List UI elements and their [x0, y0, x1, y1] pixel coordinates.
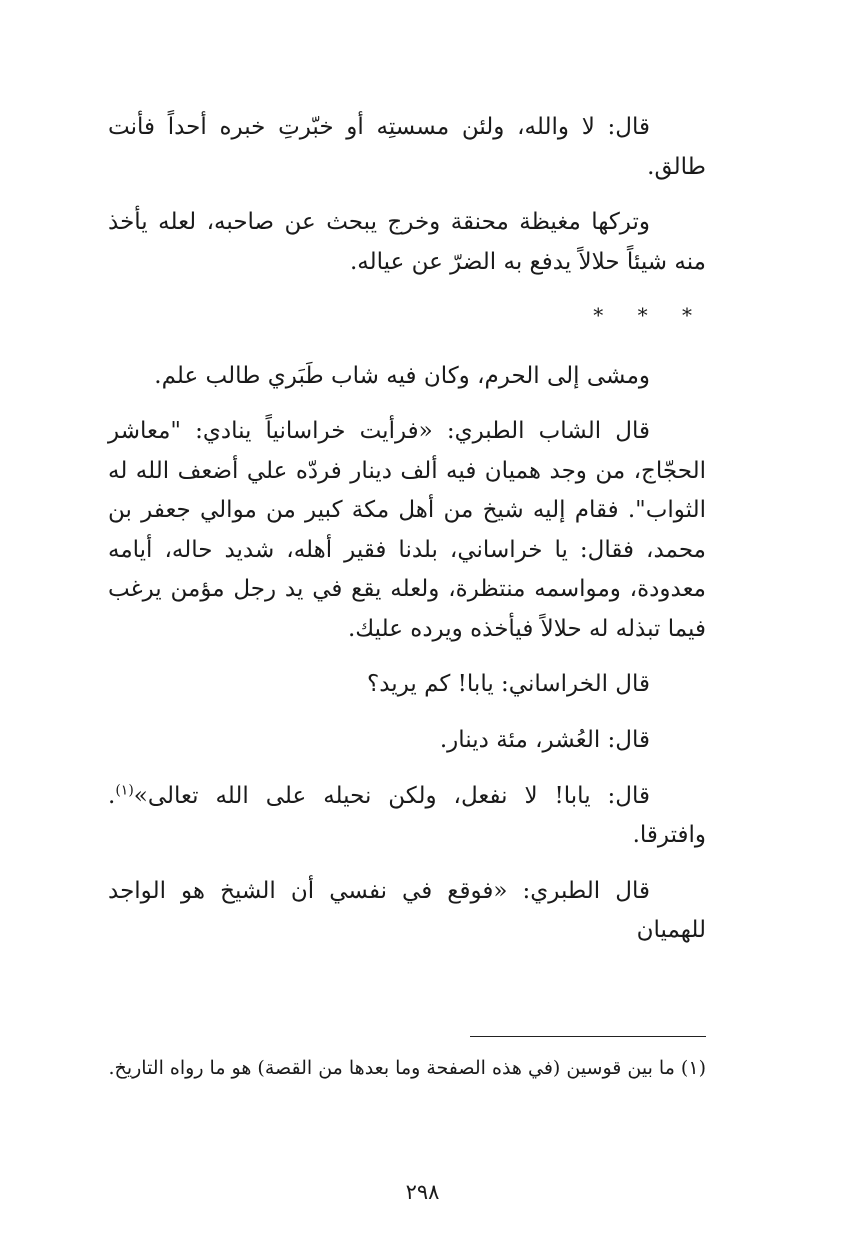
paragraph-8: قال الطبري: «فوقع في نفسي أن الشيخ هو الواجد للهميان: [108, 877, 706, 944]
paragraph-7-text: قال: يابا! لا نفعل، ولكن نحيله على الله تعالى»: [133, 782, 650, 809]
paragraph-7-tail: . وافترقا.: [108, 782, 706, 849]
section-separator: * * *: [593, 303, 706, 328]
paragraph-4: قال الشاب الطبري: «فرأيت خراسانياً ينادي: "معاشر الحجّاج، من وجد هميان فيه ألف دينار فردّه علي أضعف الله له الثواب". فقام إليه شيخ من أهل مكة كبير من موالي جعفر بن محمد، فقال: يا خراساني، بلدنا فقير أهله، شديد حاله، أيامه معدودة، ومواسمه منتظرة، ولعله يقع في يد رجل مؤمن يرغب فيما تبذله له حلالاً فيأخذه ويرده عليك.: [108, 418, 706, 642]
paragraph-3: ومشى إلى الحرم، وكان فيه شاب طَبَري طالب علم.: [154, 362, 650, 389]
footnotes: [108, 1052, 706, 1085]
body-text: [108, 108, 706, 967]
footnote-divider: [470, 1036, 706, 1037]
paragraph-1: قال: لا والله، ولئن مسستِه أو خبّرتِ خبره أحداً فأنت طالق.: [108, 114, 706, 180]
page-number: ٢٩٨: [405, 1180, 440, 1204]
footnote-1: (١) ما بين قوسين (في هذه الصفحة وما بعدها من القصة) هو ما رواه التاريخ.: [108, 1057, 706, 1079]
paragraph-5: قال الخراساني: يابا! كم يريد؟: [367, 671, 650, 698]
paragraph-2: وتركها مغيظة محنقة وخرج يبحث عن صاحبه، لعله يأخذ منه شيئاً حلالاً يدفع به الضرّ عن عياله.: [108, 209, 706, 275]
paragraph-6: قال: العُشر، مئة دينار.: [439, 726, 650, 753]
paragraph-7: [108, 777, 706, 856]
footnote-marker: (١): [115, 781, 134, 798]
